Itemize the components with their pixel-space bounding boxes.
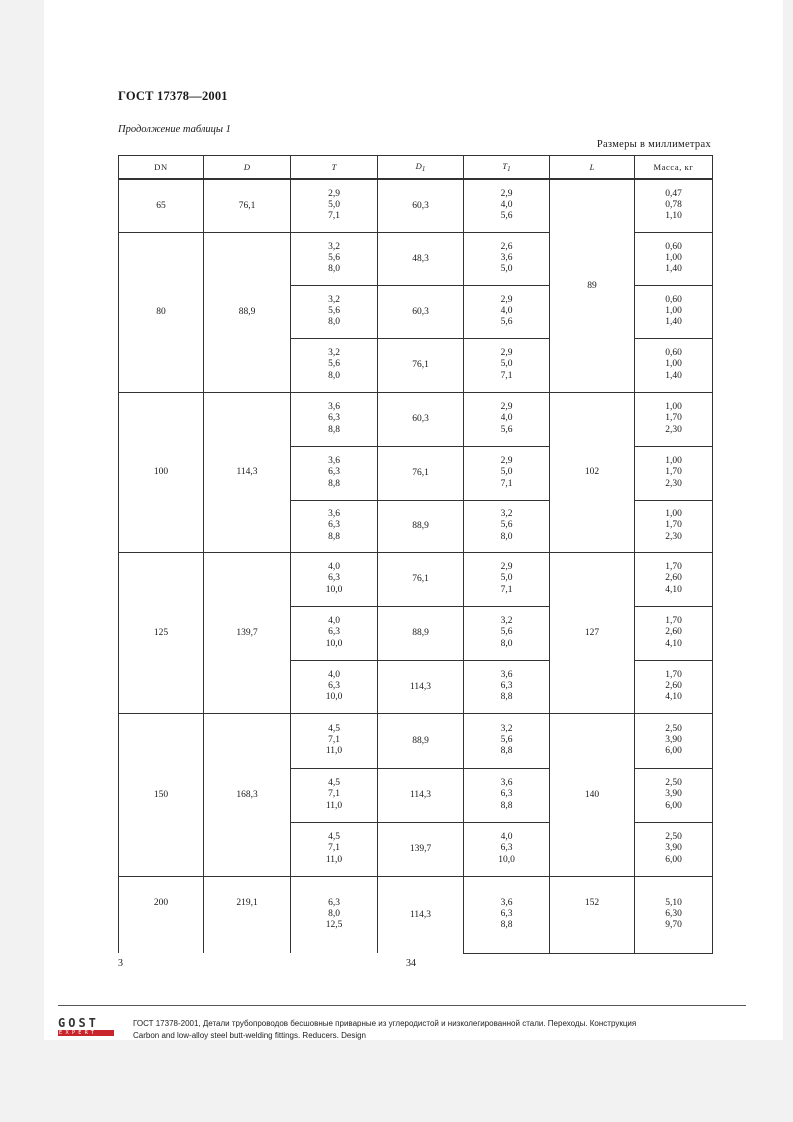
small-diameter-cell: 88,9 <box>378 713 464 768</box>
wall-thickness-cell-value: 7,1 <box>328 789 340 800</box>
small-wall-thickness-cell-value: 3,2 <box>500 509 513 520</box>
mass-cell <box>635 232 713 285</box>
small-wall-thickness-cell <box>464 446 550 500</box>
wall-thickness-cell-value: 10,0 <box>325 638 343 649</box>
length-l-cell: 127 <box>550 552 635 713</box>
mass-cell-value: 1,70 <box>665 467 682 478</box>
mass-cell-value: 9,70 <box>665 920 682 931</box>
mass-cell-value: 1,40 <box>665 264 682 275</box>
small-wall-thickness-cell-value: 5,0 <box>500 359 513 370</box>
table-row <box>119 713 713 768</box>
wall-thickness-cell-value: 6,3 <box>328 897 340 908</box>
wall-thickness-cell-value: 6,3 <box>328 413 340 424</box>
mass-cell-value: 1,70 <box>665 413 682 424</box>
small-diameter-cell: 76,1 <box>378 446 464 500</box>
mass-cell-value: 1,00 <box>665 456 682 467</box>
wall-thickness-cell <box>291 606 378 660</box>
mass-cell-value: 0,60 <box>665 348 682 359</box>
small-wall-thickness-cell-value: 5,6 <box>500 211 513 222</box>
table-row <box>119 392 713 446</box>
wall-thickness-cell-value: 12,5 <box>325 920 343 931</box>
small-wall-thickness-cell-value: 2,9 <box>500 456 513 467</box>
small-wall-thickness-cell <box>464 285 550 338</box>
wall-thickness-cell-value: 6,3 <box>328 520 340 531</box>
small-diameter-cell: 48,3 <box>378 232 464 285</box>
small-wall-thickness-cell <box>464 232 550 285</box>
small-wall-thickness-cell <box>464 500 550 552</box>
wall-thickness-cell-value: 7,1 <box>328 211 340 222</box>
small-wall-thickness-cell <box>464 713 550 768</box>
reducer-dimensions-table <box>118 155 713 954</box>
header-d1 <box>378 156 464 180</box>
dn-cell: 125 <box>119 552 204 713</box>
small-diameter-cell: 60,3 <box>378 285 464 338</box>
wall-thickness-cell-value: 11,0 <box>325 854 343 865</box>
small-wall-thickness-cell <box>464 768 550 822</box>
gost-expert-logo <box>58 1017 114 1036</box>
small-diameter-cell: 60,3 <box>378 179 464 232</box>
small-wall-thickness-cell <box>464 822 550 876</box>
small-diameter-cell: 76,1 <box>378 552 464 606</box>
small-wall-thickness-cell-value: 2,9 <box>500 294 513 305</box>
small-diameter-cell: 60,3 <box>378 392 464 446</box>
wall-thickness-cell <box>291 713 378 768</box>
length-l-cell: 89 <box>550 179 635 392</box>
small-wall-thickness-cell <box>464 876 550 953</box>
small-wall-thickness-cell-value: 6,3 <box>500 680 513 691</box>
wall-thickness-cell-value: 4,0 <box>328 616 340 627</box>
mass-cell-value: 0,78 <box>665 200 682 211</box>
small-wall-thickness-cell-value: 5,0 <box>500 573 513 584</box>
small-wall-thickness-cell-value: 3,6 <box>500 778 513 789</box>
wall-thickness-cell-value: 6,3 <box>328 573 340 584</box>
wall-thickness-cell-value: 11,0 <box>325 800 343 811</box>
small-diameter-cell: 76,1 <box>378 338 464 392</box>
wall-thickness-cell-value: 5,6 <box>328 305 340 316</box>
mass-cell <box>635 446 713 500</box>
small-wall-thickness-cell-value: 2,9 <box>500 402 513 413</box>
wall-thickness-cell-value: 7,1 <box>328 734 340 745</box>
wall-thickness-cell-value: 5,6 <box>328 252 340 263</box>
wall-thickness-cell-value: 5,6 <box>328 359 340 370</box>
outer-diameter-cell: 168,3 <box>204 713 291 876</box>
small-wall-thickness-cell-value: 8,8 <box>500 920 513 931</box>
mass-cell <box>635 822 713 876</box>
dn-cell: 150 <box>119 713 204 876</box>
mass-cell-value: 1,70 <box>665 520 682 531</box>
logo-text-top: GOST <box>58 1016 99 1030</box>
wall-thickness-cell-value: 7,1 <box>328 843 340 854</box>
wall-thickness-cell-value: 6,3 <box>328 680 340 691</box>
footer-line-1: ГОСТ 17378-2001, Детали трубопроводов бесшовные приварные из углеродистой и низколегированной стали. Переходы. Конструкция <box>133 1019 637 1028</box>
wall-thickness-cell-value: 2,9 <box>328 188 340 199</box>
wall-thickness-cell-value: 4,5 <box>328 723 340 734</box>
mass-cell-value: 0,60 <box>665 294 682 305</box>
small-diameter-cell: 88,9 <box>378 606 464 660</box>
wall-thickness-cell-value: 3,6 <box>328 402 340 413</box>
dn-cell: 200 <box>119 876 204 953</box>
outer-diameter-cell: 114,3 <box>204 392 291 552</box>
small-wall-thickness-cell-value: 10,0 <box>498 854 515 865</box>
header-t: T <box>291 156 378 180</box>
mass-cell <box>635 606 713 660</box>
small-wall-thickness-cell <box>464 660 550 713</box>
mass-cell-value: 1,00 <box>665 305 682 316</box>
mass-cell <box>635 768 713 822</box>
wall-thickness-cell <box>291 446 378 500</box>
mass-cell-value: 6,00 <box>665 854 682 865</box>
small-wall-thickness-cell-value: 6,3 <box>500 908 513 919</box>
small-diameter-cell: 114,3 <box>378 768 464 822</box>
small-wall-thickness-cell-value: 3,6 <box>500 669 513 680</box>
wall-thickness-cell-value: 8,8 <box>328 531 340 542</box>
table-body <box>119 179 713 953</box>
small-wall-thickness-cell-value: 3,2 <box>500 616 513 627</box>
mass-cell-value: 2,30 <box>665 478 682 489</box>
small-wall-thickness-cell-value: 6,3 <box>500 843 513 854</box>
wall-thickness-cell-value: 10,0 <box>325 584 343 595</box>
header-mass: Масса, кг <box>635 156 713 180</box>
small-wall-thickness-cell-value: 3,2 <box>500 723 513 734</box>
mass-cell-value: 3,90 <box>665 843 682 854</box>
small-wall-thickness-cell-value: 3,6 <box>500 897 513 908</box>
mass-cell-value: 1,00 <box>665 252 682 263</box>
page-left-mark: 3 <box>118 958 123 969</box>
mass-cell-value: 2,60 <box>665 573 682 584</box>
small-wall-thickness-cell <box>464 606 550 660</box>
mass-cell-value: 1,00 <box>665 359 682 370</box>
header-d: D <box>204 156 291 180</box>
length-l-cell: 102 <box>550 392 635 552</box>
wall-thickness-cell-value: 8,0 <box>328 264 340 275</box>
outer-diameter-cell: 88,9 <box>204 232 291 392</box>
small-diameter-cell: 114,3 <box>378 660 464 713</box>
mass-cell-value: 5,10 <box>665 897 682 908</box>
small-wall-thickness-cell <box>464 179 550 232</box>
logo-text-bottom: EXPERT <box>58 1030 114 1036</box>
mass-cell-value: 2,30 <box>665 531 682 542</box>
wall-thickness-cell-value: 4,5 <box>328 832 340 843</box>
wall-thickness-cell <box>291 876 378 953</box>
mass-cell <box>635 876 713 953</box>
small-wall-thickness-cell-value: 5,6 <box>500 520 513 531</box>
small-wall-thickness-cell <box>464 392 550 446</box>
header-l: L <box>550 156 635 180</box>
table-row <box>119 876 713 953</box>
wall-thickness-cell-value: 3,6 <box>328 509 340 520</box>
mass-cell <box>635 660 713 713</box>
wall-thickness-cell-value: 3,2 <box>328 294 340 305</box>
small-diameter-cell: 88,9 <box>378 500 464 552</box>
mass-cell-value: 0,47 <box>665 188 682 199</box>
mass-cell <box>635 392 713 446</box>
wall-thickness-cell <box>291 500 378 552</box>
mass-cell-value: 4,10 <box>665 584 682 595</box>
wall-thickness-cell-value: 8,0 <box>328 317 340 328</box>
header-t1-main: T <box>502 161 508 171</box>
wall-thickness-cell <box>291 338 378 392</box>
small-wall-thickness-cell-value: 4,0 <box>500 832 513 843</box>
small-wall-thickness-cell-value: 5,0 <box>500 264 513 275</box>
header-d1-sub: 1 <box>421 165 426 173</box>
mass-cell-value: 2,50 <box>665 723 682 734</box>
header-dn: DN <box>119 156 204 180</box>
mass-cell <box>635 500 713 552</box>
wall-thickness-cell-value: 10,0 <box>325 692 343 703</box>
footer-text <box>133 1018 636 1042</box>
wall-thickness-cell-value: 8,0 <box>328 370 340 381</box>
mass-cell-value: 1,40 <box>665 370 682 381</box>
small-wall-thickness-cell-value: 4,0 <box>500 200 513 211</box>
small-wall-thickness-cell <box>464 552 550 606</box>
mass-cell-value: 2,50 <box>665 832 682 843</box>
mass-cell-value: 1,00 <box>665 509 682 520</box>
mass-cell-value: 6,00 <box>665 800 682 811</box>
small-wall-thickness-cell-value: 7,1 <box>500 478 513 489</box>
wall-thickness-cell-value: 4,0 <box>328 669 340 680</box>
wall-thickness-cell <box>291 768 378 822</box>
wall-thickness-cell-value: 8,8 <box>328 424 340 435</box>
mass-cell-value: 2,30 <box>665 424 682 435</box>
mass-cell-value: 2,60 <box>665 627 682 638</box>
document-title: ГОСТ 17378—2001 <box>118 89 228 103</box>
mass-cell-value: 1,70 <box>665 616 682 627</box>
units-note: Размеры в миллиметрах <box>596 139 711 150</box>
small-wall-thickness-cell-value: 7,1 <box>500 584 513 595</box>
small-wall-thickness-cell-value: 5,6 <box>500 424 513 435</box>
wall-thickness-cell-value: 4,5 <box>328 778 340 789</box>
wall-thickness-cell-value: 3,2 <box>328 348 340 359</box>
wall-thickness-cell-value: 8,0 <box>328 909 340 920</box>
wall-thickness-cell-value: 5,0 <box>328 200 340 211</box>
wall-thickness-cell-value: 6,3 <box>328 467 340 478</box>
small-wall-thickness-cell-value: 5,6 <box>500 734 513 745</box>
small-wall-thickness-cell-value: 7,1 <box>500 370 513 381</box>
wall-thickness-cell-value: 6,3 <box>328 627 340 638</box>
mass-cell-value: 3,90 <box>665 734 682 745</box>
wall-thickness-cell-value: 3,2 <box>328 241 340 252</box>
small-wall-thickness-cell-value: 5,0 <box>500 467 513 478</box>
wall-thickness-cell <box>291 552 378 606</box>
header-d1-main: D <box>415 161 422 171</box>
mass-cell-value: 1,40 <box>665 317 682 328</box>
footer-line-2: Carbon and low-alloy steel butt-welding fittings. Reducers. Design <box>133 1031 367 1040</box>
small-wall-thickness-cell-value: 2,6 <box>500 241 513 252</box>
mass-cell <box>635 552 713 606</box>
page-number: 34 <box>406 958 416 969</box>
small-wall-thickness-cell-value: 4,0 <box>500 305 513 316</box>
outer-diameter-cell: 139,7 <box>204 552 291 713</box>
wall-thickness-cell-value: 8,8 <box>328 478 340 489</box>
mass-cell-value: 4,10 <box>665 638 682 649</box>
table-continuation-label: Продолжение таблицы 1 <box>118 124 231 135</box>
wall-thickness-cell-value: 3,6 <box>328 456 340 467</box>
length-l-cell: 140 <box>550 713 635 876</box>
wall-thickness-cell-value: 11,0 <box>325 746 343 757</box>
mass-cell-value: 1,10 <box>665 211 682 222</box>
small-wall-thickness-cell-value: 8,8 <box>500 746 513 757</box>
outer-diameter-cell: 219,1 <box>204 876 291 953</box>
small-wall-thickness-cell-value: 3,6 <box>500 252 513 263</box>
mass-cell-value: 6,30 <box>665 908 682 919</box>
wall-thickness-cell <box>291 660 378 713</box>
small-wall-thickness-cell-value: 4,0 <box>500 413 513 424</box>
small-wall-thickness-cell-value: 8,8 <box>500 692 513 703</box>
header-t1-sub: 1 <box>507 165 511 173</box>
wall-thickness-cell <box>291 285 378 338</box>
dn-cell: 80 <box>119 232 204 392</box>
small-wall-thickness-cell-value: 2,9 <box>500 348 513 359</box>
dn-cell: 100 <box>119 392 204 552</box>
small-wall-thickness-cell-value: 5,6 <box>500 317 513 328</box>
mass-cell-value: 6,00 <box>665 746 682 757</box>
wall-thickness-cell <box>291 392 378 446</box>
header-t1 <box>464 156 550 180</box>
wall-thickness-cell-value: 4,0 <box>328 562 340 573</box>
length-l-cell: 152 <box>550 876 635 953</box>
mass-cell-value: 0,60 <box>665 241 682 252</box>
small-wall-thickness-cell-value: 2,9 <box>500 562 513 573</box>
mass-cell-value: 1,70 <box>665 562 682 573</box>
footer-divider <box>58 1005 746 1006</box>
table-row <box>119 552 713 606</box>
mass-cell-value: 2,50 <box>665 778 682 789</box>
mass-cell <box>635 338 713 392</box>
wall-thickness-cell <box>291 822 378 876</box>
small-wall-thickness-cell-value: 2,9 <box>500 188 513 199</box>
small-diameter-cell: 114,3 <box>378 876 464 953</box>
small-wall-thickness-cell-value: 8,8 <box>500 800 513 811</box>
small-wall-thickness-cell-value: 6,3 <box>500 789 513 800</box>
small-wall-thickness-cell-value: 8,0 <box>500 638 513 649</box>
mass-cell-value: 1,70 <box>665 669 682 680</box>
wall-thickness-cell <box>291 179 378 232</box>
dn-cell: 65 <box>119 179 204 232</box>
mass-cell-value: 2,60 <box>665 680 682 691</box>
mass-cell <box>635 179 713 232</box>
mass-cell-value: 1,00 <box>665 402 682 413</box>
small-wall-thickness-cell-value: 5,6 <box>500 627 513 638</box>
mass-cell <box>635 713 713 768</box>
table-header-row <box>119 156 713 180</box>
mass-cell <box>635 285 713 338</box>
mass-cell-value: 3,90 <box>665 789 682 800</box>
small-wall-thickness-cell <box>464 338 550 392</box>
outer-diameter-cell: 76,1 <box>204 179 291 232</box>
small-diameter-cell: 139,7 <box>378 822 464 876</box>
mass-cell-value: 4,10 <box>665 692 682 703</box>
small-wall-thickness-cell-value: 8,0 <box>500 531 513 542</box>
table-row <box>119 179 713 232</box>
wall-thickness-cell <box>291 232 378 285</box>
